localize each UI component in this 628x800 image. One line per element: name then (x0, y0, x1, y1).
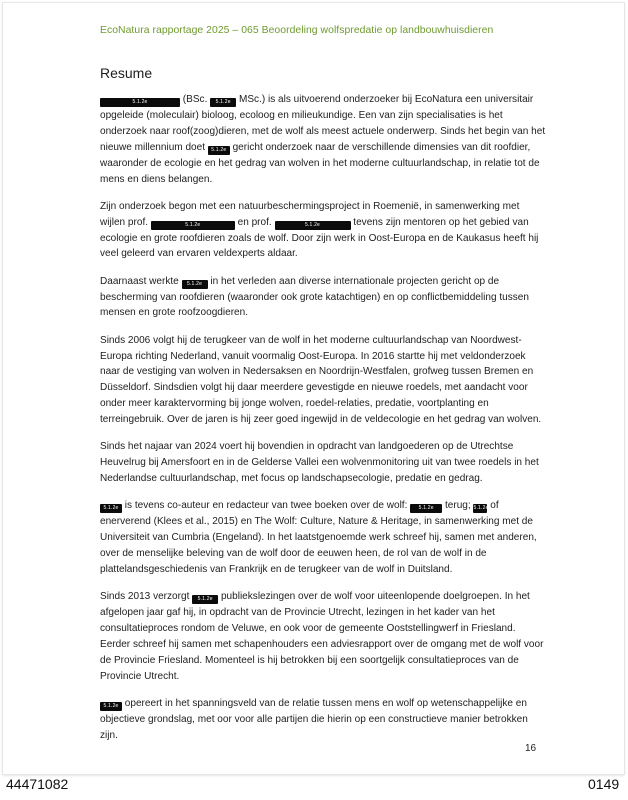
paragraph (100, 589, 544, 684)
paragraph (100, 439, 539, 487)
text-line: Provincie Utrecht. (100, 670, 180, 682)
redaction-box: 5.1.2e (182, 280, 208, 289)
redaction-box: 5.1.2e (210, 98, 236, 107)
text-line: bescherming van roofdieren (waaronder ook grote katachtigen) en op conflictbemiddeling tussen (100, 291, 529, 303)
redaction-box: 5.1.2e (100, 98, 180, 107)
redaction-box: 5.1.2e (275, 221, 351, 230)
text-line: Heuvelrug bij Amersfoort en in de Gelderse Vallei een wolvenmonitoring uit van twee roedels in het (100, 457, 539, 469)
text-line: veel geleerd van ervaren veldexperts aldaar. (100, 248, 298, 260)
document-page-counter: 0149 (588, 776, 620, 792)
text-line: afgelopen jaar gaf hij, in opdracht van de Provincie Utrecht, lezingen in het kader van het (100, 607, 495, 619)
redaction-box: 5.1.2e (208, 146, 230, 155)
text-line: Eerder schreef hij samen met schapenhouders een adviesrapport over de omgang met de wolf voor (100, 638, 544, 650)
text-line: Sinds het najaar van 2024 voert hij bovendien in opdracht van landgoederen op de Utrechtse (100, 441, 514, 453)
text-line: terreingebruik. Over de jaren is hij zeer goed ingewijd in de veldecologie en het gedrag van wolven. (100, 414, 542, 426)
text-line: waaronder de ecologie en het gedrag van wolven in het moderne cultuurlandschap, in relatie tot de (100, 157, 540, 169)
redaction-box: 5.1.2e (410, 504, 442, 513)
text-line: Europa richting Nederland, vanuit voormalig Oost-Europa. In 2016 startte hij met veldonderzoek (100, 350, 526, 362)
text-line: ecologie en grote roofdieren zoals de wolf. Door zijn werk in Oost-Europa en de Kaukasus heeft hij (100, 232, 539, 244)
text-line: Nederlandse cultuurlandschap, met focus op landschapsecologie, predatie en gedrag. (100, 473, 483, 485)
text-line: mens en diens belangen. (100, 173, 213, 185)
paragraph (100, 274, 536, 322)
text-line: onder meer karaktervorming bij jonge wolven, roedel-relaties, predatie, voortplanting en (100, 398, 489, 410)
paragraph (100, 498, 536, 578)
text-line: over de menselijke beleving van de wolf door de eeuwen heen, de rol van de wolf in de (100, 548, 487, 560)
redaction-box: 5.1.2e (100, 504, 122, 513)
text-line: Daarnaast werkte 5.1.2e in het verleden aan diverse internationale projecten gericht op de (100, 275, 500, 287)
text-line: onderzoek naar roof(zoog)dieren, met de wolf als meest actuele onderwerp. Sinds het begin van het (100, 125, 546, 137)
text-line: opgeleide (moleculair) bioloog, ecoloog en milieukundige. Een van zijn specialisaties is het (100, 109, 503, 121)
redaction-box: 5.1.2e (151, 221, 235, 230)
text-line: 5.1.2e opereert in het spanningsveld van de relatie tussen mens en wolf op wetenschappelijke en (100, 696, 536, 712)
report-header: EcoNatura rapportage 2025 – 065 Beoordeling wolfspredatie op landbouwhuisdieren (100, 25, 494, 36)
section-title: Resume (100, 65, 153, 81)
resume-body (100, 92, 546, 755)
text-line: 5.1.2e is tevens co-auteur en redacteur van twee boeken over de wolf: 5.1.2e terug; 5.1.2e of (100, 498, 536, 514)
text-line: enerverend (Klees et al., 2015) en The Wolf: Culture, Nature & Heritage, in samenwerking met de (100, 516, 533, 528)
redaction-box: 5.1.2e (100, 702, 122, 711)
text-line: mensen en grote roofzoogdieren. (100, 307, 249, 319)
paragraph (100, 696, 536, 744)
text-line: wijlen prof. 5.1.2e en prof. 5.1.2e tevens zijn mentoren op het gebied van (100, 216, 529, 228)
text-line: Düsseldorf. Sindsdien volgt hij daar meerdere gevestigde en nieuwe roedels, met aandacht voor (100, 382, 528, 394)
text-line: Sinds 2006 volgt hij de terugkeer van de wolf in het moderne cultuurlandschap van Noordwest- (100, 334, 522, 346)
redaction-box: 5.1.2e (473, 505, 489, 512)
document-id: 44471082 (6, 776, 69, 792)
text-line: objectieve grondslag, met oor voor alle partijen die hierin op een constructieve manier betrokken (100, 713, 528, 725)
text-line: consultatieproces rondom de Veluwe, en ook voor de gemeente Ooststellingwerf in Friesland. (100, 623, 516, 635)
redaction-box: 5.1.2e (192, 595, 218, 604)
text-line: de Provincie Friesland. Momenteel is hij betrokken bij een soortgelijk consultatieproces van de (100, 654, 519, 666)
text-line: nieuwe millennium doet 5.1.2e gericht onderzoek naar de verschillende dimensies van dit roofdier, (100, 141, 531, 153)
paragraph (100, 199, 539, 263)
text-line: naar de vestiging van wolven in Nedersaksen en Noordrijn-Westfalen, grofweg tussen Bremen en (100, 366, 534, 378)
text-line: Universiteit van Cumbria (Engeland). In het laatstgenoemde werk schreef hij, samen met anderen, (100, 532, 537, 544)
document-page (3, 3, 624, 774)
text-line: plattelandsgeschiedenis van Frankrijk en de terugkeer van de wolf in Duitsland. (100, 564, 453, 576)
text-line: 5.1.2e (BSc. 5.1.2e MSc.) is als uitvoerend onderzoeker bij EcoNatura een universitair (100, 92, 536, 108)
text-line: zijn. (100, 729, 118, 741)
paragraph (100, 333, 542, 428)
paragraph (100, 92, 546, 187)
page-number: 16 (525, 743, 537, 754)
text-line: Sinds 2013 verzorgt 5.1.2e publiekslezingen over de wolf voor uiteenlopende doelgroepen. In het (100, 591, 530, 603)
text-line: Zijn onderzoek begon met een natuurbeschermingsproject in Roemenië, in samenwerking met (100, 200, 520, 212)
